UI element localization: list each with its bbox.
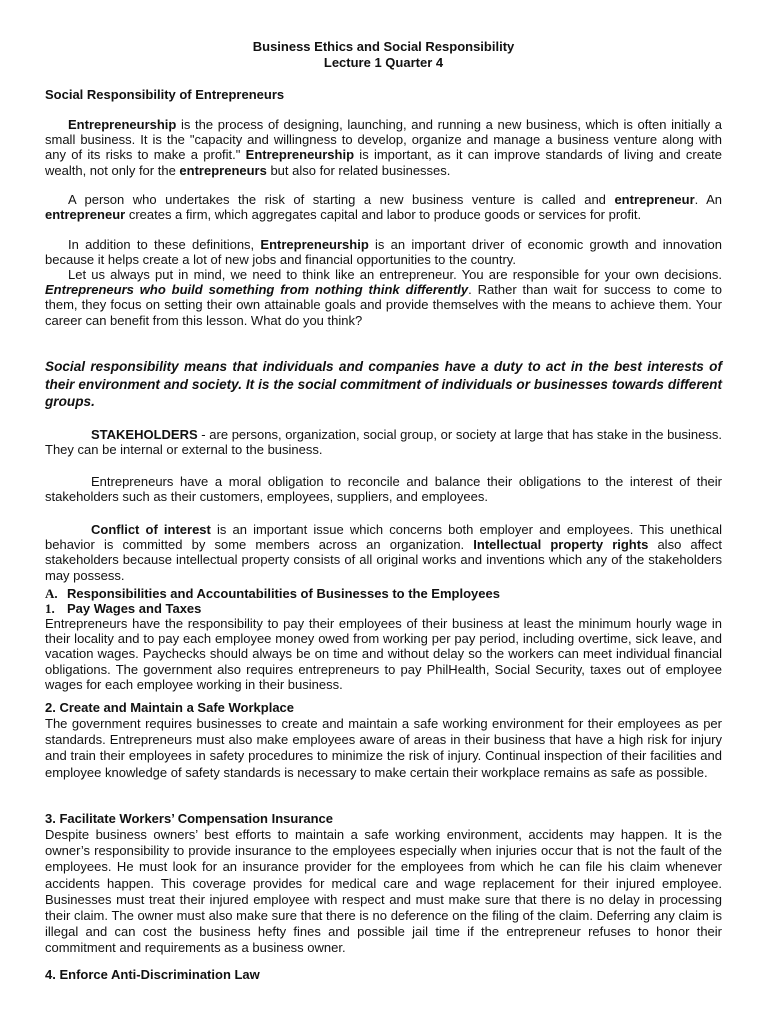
social-responsibility-definition: Social responsibility means that individuals and companies have a duty to act in the best interests of their environment and society. It is the social commitment of individuals or businesses towards different groups. bbox=[45, 359, 722, 410]
item-4-heading: 4. Enforce Anti-Discrimination Law bbox=[45, 967, 260, 982]
item-2-heading: 2. Create and Maintain a Safe Workplace bbox=[45, 700, 295, 715]
item-2-body: The government requires businesses to create and maintain a safe working environment for their employees as per standards. Entrepreneurs must also make employees aware of areas in their business that have a high risk for injury and train their employees in safety procedures to minimize the risk of injury. Continual inspection of their facilities and employee knowledge of safety standards is necessary to make certain their workplace remains as safe as possible. bbox=[45, 716, 722, 780]
title-line-2: Lecture 1 Quarter 4 bbox=[323, 55, 444, 70]
section-heading: Social Responsibility of Entrepreneurs bbox=[45, 87, 285, 102]
paragraph-conflict-of-interest: Conflict of interest is an important issue which concerns both employer and employees. This unethical behavior is committed by some members across an organization. Intellectual property rights also affect stakeholders because intellectual property consists of all original works and inventions which any of the stakeholders may possess. bbox=[45, 522, 722, 583]
item-1-body: Entrepreneurs have the responsibility to pay their employees of their business at least the minimum hourly wage in their locality and to pay each employee money owed from working per pay period, including overtime, sick leave, and vacation wages. Paychecks should always be on time and without delay so the workers can meet individual financial obligations. The government also requires entrepreneurs to pay PhilHealth, Social Security, taxes out of employee wages for each employee working in their business. bbox=[45, 616, 722, 692]
paragraph-stakeholders: STAKEHOLDERS - are persons, organization, social group, or society at large that has stake in the business. They can be internal or external to the business. bbox=[45, 427, 722, 458]
title-line-1: Business Ethics and Social Responsibility bbox=[252, 39, 515, 54]
item-3-body: Despite business owners’ best efforts to maintain a safe working environment, accidents may happen. It is the owner’s responsibility to provide insurance to the employees especially when injuries occur that is not the fault of the employees. He must look for an insurance provider for the employees from which he can file his claim whenever accidents happen. This coverage provides for medical care and wage replacement for their injured employee. Businesses must treat their injured employee with respect and must make sure that there is no delay in processing their claim. The owner must also make sure that there is no deference on the filing of the claim. Deferring any claim is illegal and can cost the business hefty fines and possible jail time if the entrepreneur refuses to honor their commitment and requirements as a business owner. bbox=[45, 827, 722, 956]
document-title bbox=[45, 39, 722, 71]
paragraph-think-like-entrepreneur: Let us always put in mind, we need to think like an entrepreneur. You are responsible for your own decisions. Entrepreneurs who build something from nothing think differently. Rather than wait for success to come to them, they focus on setting their own attainable goals and provide themselves with the means to achieve them. Your career can benefit from this lesson. What do you think? bbox=[45, 267, 722, 328]
paragraph-entrepreneurship: Entrepreneurship is the process of designing, launching, and running a new business, which is often initially a small business. It is the "capacity and willingness to develop, organize and manage a business venture along with any of its risks to make a profit." Entrepreneurship is important, as it can improve standards of living and create wealth, not only for the entrepreneurs but also for related businesses. bbox=[45, 117, 722, 178]
paragraph-moral-obligation: Entrepreneurs have a moral obligation to reconcile and balance their obligations to the interest of their stakeholders such as their customers, employees, suppliers, and employees. bbox=[45, 474, 722, 505]
paragraph-entrepreneur: A person who undertakes the risk of starting a new business venture is called and entrepreneur. An entrepreneur creates a firm, which aggregates capital and labor to produce goods or services for profit. bbox=[45, 192, 722, 223]
item-1-heading: 1. Pay Wages and Taxes bbox=[45, 601, 202, 616]
paragraph-definitions: In addition to these definitions, Entrepreneurship is an important driver of economic growth and innovation because it helps create a lot of new jobs and financial opportunities to the country. bbox=[45, 237, 723, 268]
item-3-heading: 3. Facilitate Workers’ Compensation Insurance bbox=[45, 811, 334, 826]
section-a-heading: A. Responsibilities and Accountabilities of Businesses to the Employees bbox=[45, 586, 500, 601]
